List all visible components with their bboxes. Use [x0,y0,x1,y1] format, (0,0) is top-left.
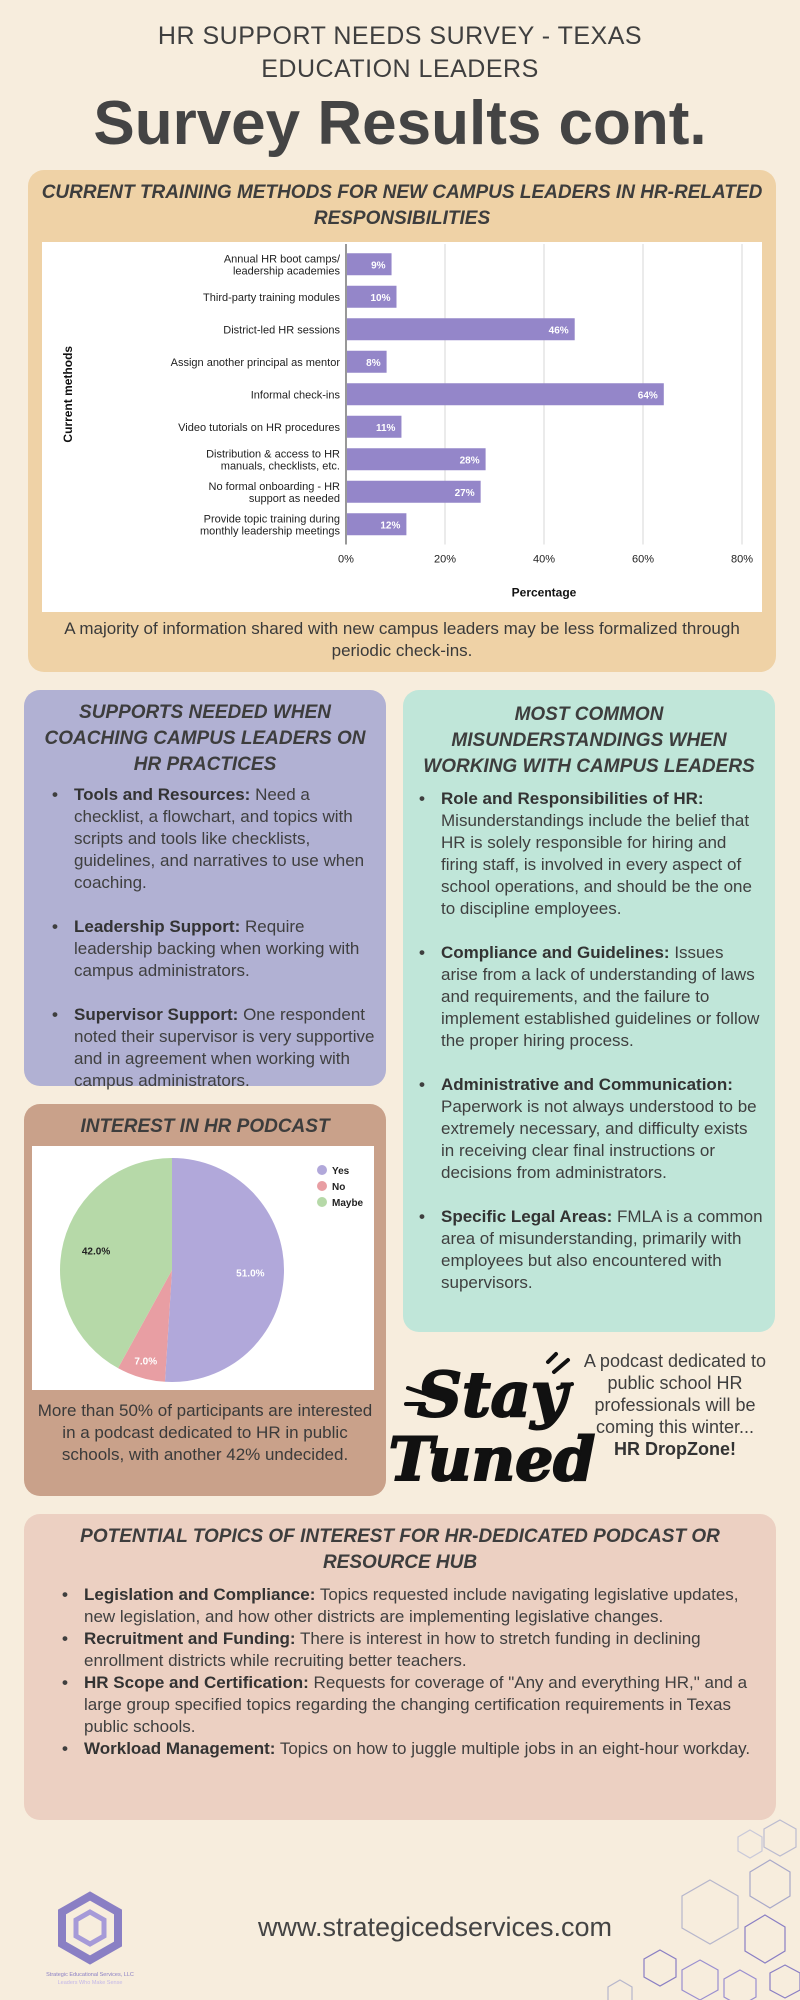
item-text: Requests for coverage of "Any and everything HR," and a large group specified topics regarding the changing certification requirements in Texas public schools. [84,1673,748,1736]
item-text: Paperwork is not always understood to be extremely necessary, and difficulty exists in receiving clear final instructions or decisions from administrators. [441,1097,757,1182]
podcast-heading: INTEREST IN HR PODCAST [80,1116,330,1137]
legend-label: No [332,1182,346,1193]
item-label: Administrative and Communication: [441,1075,733,1094]
bar [347,318,575,340]
x-tick-label: 0% [338,553,354,566]
item-text: One respondent noted their supervisor is very supportive and in agreement when working with campus administrators. [74,1005,375,1090]
item-text: FMLA is a common area of misunderstanding, primarily with employees but also encountered with supervisors. [441,1207,763,1292]
stay-tuned-logo [388,1352,596,1495]
bar-value-label: 8% [366,357,381,369]
supports-heading: SUPPORTS NEEDED WHEN COACHING CAMPUS LEADERS ON HR PRACTICES [44,702,366,775]
legend-swatch [317,1165,327,1175]
training-heading: CURRENT TRAINING METHODS FOR NEW CAMPUS LEADERS IN HR-RELATED RESPONSIBILITIES [41,182,763,229]
misunderstandings-card [403,690,775,1332]
y-tick-label: Third-party training modules [203,291,340,304]
x-tick-label: 60% [631,553,655,566]
pie-chart-svg [32,1146,374,1390]
item-label: Legislation and Compliance: [84,1585,316,1604]
bar-value-label: 27% [454,487,475,499]
list-item [54,1584,759,1628]
training-note: A majority of information shared with new campus leaders may be less formalized through periodic check-ins. [64,619,740,660]
bar-value-label: 9% [371,260,386,272]
tuned-word: Tuned [388,1425,596,1495]
item-text: Misunderstandings include the belief that HR is solely responsible for hiring and firing staff, is involved in every aspect of school operations, and should be the one to discipline employees. [441,811,752,918]
podcast-interest-card [24,1104,386,1496]
list-item [411,942,763,1052]
item-label: Tools and Resources: [74,785,251,804]
bar-value-label: 10% [370,292,391,304]
y-tick-label: Distribution & access to HR manuals, checklists, etc. [206,448,340,473]
topics-card [24,1514,776,1820]
list-item [411,788,763,920]
topics-list [54,1584,759,1760]
y-tick-label: District-led HR sessions [223,324,340,337]
list-item [54,1738,759,1760]
training-methods-card [28,170,776,672]
stay-tuned-graphic [388,1352,596,1495]
list-item [44,916,384,982]
item-label: HR Scope and Certification: [84,1673,309,1692]
subtitle-line-2: EDUCATION LEADERS [261,55,539,83]
misunderstandings-heading: MOST COMMON MISUNDERSTANDINGS WHEN WORKING WITH CAMPUS LEADERS [423,704,755,777]
item-label: Specific Legal Areas: [441,1207,613,1226]
bar-chart-svg [42,242,762,612]
topics-heading: POTENTIAL TOPICS OF INTEREST FOR HR-DEDICATED PODCAST OR RESOURCE HUB [80,1526,720,1573]
item-text: Require leadership backing when working with campus administrators. [74,917,360,980]
y-tick-label: Video tutorials on HR procedures [178,421,340,434]
bar [347,383,664,405]
y-tick-label: No formal onboarding - HR support as needed [208,480,340,505]
announcement-text: A podcast dedicated to public school HR professionals will be coming this winter... [583,1351,767,1437]
list-item [44,784,384,894]
x-tick-label: 20% [433,553,457,566]
list-item [54,1628,759,1672]
logo-caption-1: Strategic Educational Services, LLC [46,1972,134,1978]
bar-value-label: 12% [380,520,401,532]
podcast-announcement [580,1350,770,1460]
supports-card [24,690,386,1090]
training-methods-chart [42,242,762,612]
item-text: Topics on how to juggle multiple jobs in an eight-hour workday. [275,1739,751,1758]
list-item [411,1206,763,1294]
item-text: Topics requested include navigating legislative updates, new legislation, and how other districts are implementing legislative changes. [84,1585,739,1626]
website-url[interactable]: www.strategicedservices.com [257,1912,613,1942]
pie-value-label: 51.0% [236,1268,265,1280]
item-label: Recruitment and Funding: [84,1629,296,1648]
y-tick-label: Annual HR boot camps/ leadership academies [223,253,340,278]
item-text: Issues arise from a lack of understanding of laws and requirements, and the failure to implement established guidelines or follow the proper hiring process. [441,943,760,1050]
podcast-name: HR DropZone! [614,1439,736,1459]
logo-caption-2: Leaders Who Make Sense [57,1980,123,1986]
survey-subtitle [0,20,800,86]
decorative-hexagons-icon [600,1820,800,2000]
podcast-note: More than 50% of participants are interested in a podcast dedicated to HR in public schools, with another 42% undecided. [37,1401,373,1464]
supports-list [44,784,384,1114]
item-text: Need a checklist, a flowchart, and topics with scripts and tools like checklists, guidelines, and narratives to use when coaching. [74,785,365,892]
x-tick-label: 40% [532,553,556,566]
list-item [44,1004,384,1092]
y-axis-label: Current methods [61,345,75,443]
x-tick-label: 80% [730,553,754,566]
bar-value-label: 46% [548,325,569,337]
y-tick-label: Informal check-ins [250,389,340,402]
legend-label: Yes [332,1166,350,1177]
item-label: Workload Management: [84,1739,276,1758]
y-tick-label: Provide topic training during monthly leadership meetings [199,513,340,538]
bar-value-label: 28% [459,455,480,467]
misunderstandings-list [411,788,763,1316]
item-label: Leadership Support: [74,917,241,936]
list-item [54,1672,759,1738]
list-item [411,1074,763,1184]
pie-value-label: 7.0% [134,1356,158,1368]
page-title: Survey Results cont. [93,89,707,158]
bar-value-label: 64% [637,390,658,402]
bar-value-label: 11% [375,422,396,434]
legend-swatch [317,1181,327,1191]
pie-slice [165,1158,284,1382]
item-text: There is interest in how to stretch funding in declining enrollment districts while recruiting better teachers. [84,1629,701,1670]
stay-word: Stay [417,1358,567,1431]
x-axis-label: Percentage [511,585,577,600]
podcast-pie-chart [32,1146,374,1390]
legend-swatch [317,1197,327,1207]
subtitle-line-1: HR SUPPORT NEEDS SURVEY - TEXAS [157,22,643,50]
y-tick-label: Assign another principal as mentor [170,356,340,369]
pie-value-label: 42.0% [81,1246,111,1258]
item-label: Role and Responsibilities of HR: [441,789,704,808]
item-label: Compliance and Guidelines: [441,943,670,962]
legend-label: Maybe [332,1198,364,1209]
item-label: Supervisor Support: [74,1005,239,1024]
